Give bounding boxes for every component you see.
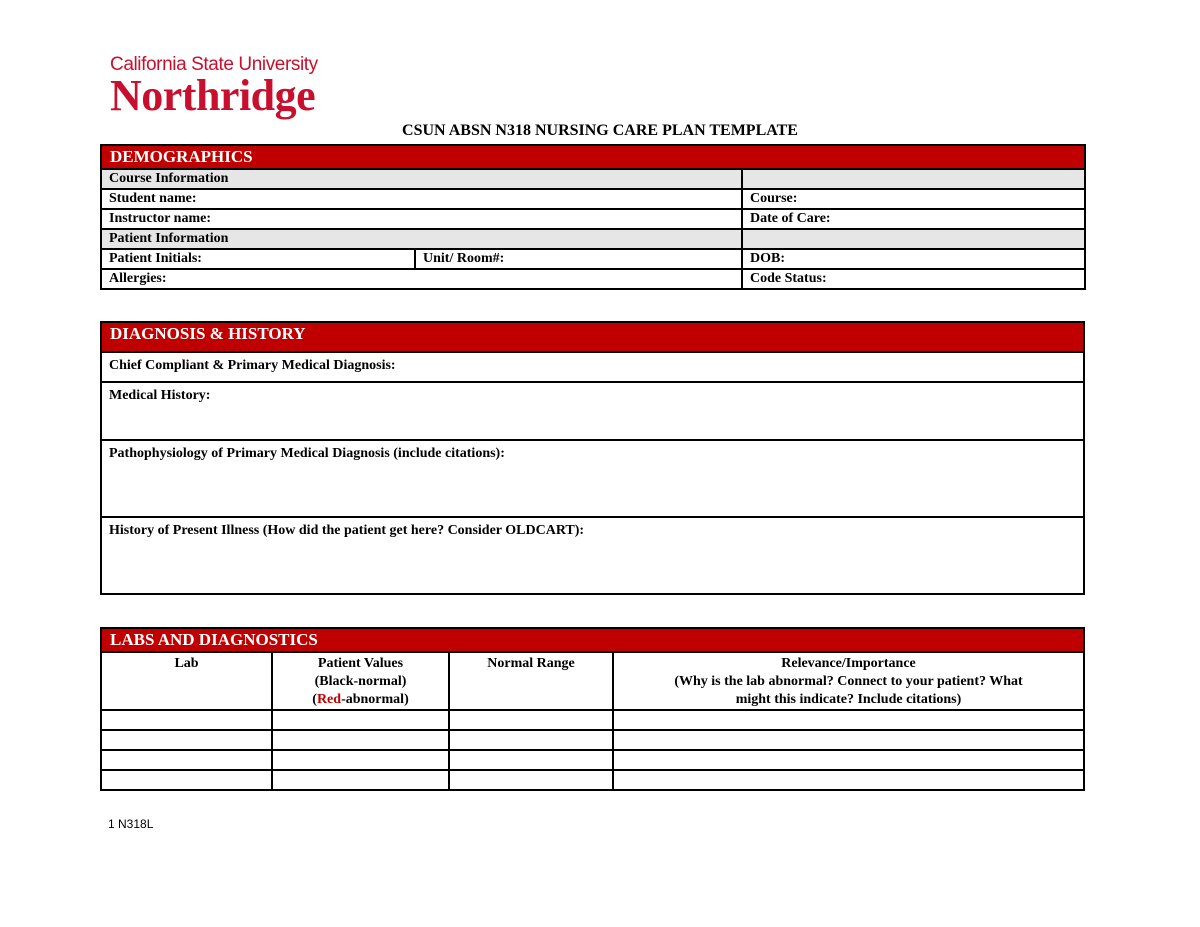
lab-cell[interactable] — [101, 710, 272, 730]
lab-column-header — [101, 652, 272, 710]
dob-field[interactable]: DOB: — [742, 249, 1085, 269]
logo-line-2: Northridge — [110, 71, 316, 120]
patient-information-blank[interactable] — [742, 229, 1085, 249]
relevance-line-2: (Why is the lab abnormal? Connect to your patient? What — [674, 674, 1023, 689]
course-field[interactable]: Course: — [742, 189, 1085, 209]
code-status-field[interactable]: Code Status: — [742, 269, 1085, 289]
student-name-field[interactable]: Student name: — [101, 189, 742, 209]
demographics-table — [100, 144, 1086, 290]
document-title: CSUN ABSN N318 NURSING CARE PLAN TEMPLATE — [402, 122, 798, 139]
logo-line-1: California State University — [110, 54, 318, 75]
normal-range-cell[interactable] — [449, 730, 613, 750]
lab-cell[interactable] — [101, 750, 272, 770]
patient-value-cell[interactable] — [272, 730, 449, 750]
open-paren: ( — [312, 692, 317, 707]
patient-values-line-2: (Black-normal) — [314, 674, 407, 689]
page-footer: 1 N318L — [108, 817, 154, 831]
normal-range-cell[interactable] — [449, 750, 613, 770]
labs-table — [100, 627, 1085, 791]
lab-row — [101, 750, 1084, 770]
patient-information-label: Patient Information — [101, 229, 742, 249]
relevance-cell[interactable] — [613, 770, 1084, 790]
demographics-header: DEMOGRAPHICS — [101, 145, 1085, 169]
csun-logo — [110, 54, 318, 120]
relevance-cell[interactable] — [613, 710, 1084, 730]
present-illness-field[interactable]: History of Present Illness (How did the patient get here? Consider OLDCART): — [101, 517, 1084, 594]
patient-value-cell[interactable] — [272, 750, 449, 770]
patient-value-cell[interactable] — [272, 710, 449, 730]
lab-cell[interactable] — [101, 770, 272, 790]
normal-range-column-header — [449, 652, 613, 710]
course-information-blank[interactable] — [742, 169, 1085, 189]
lab-row — [101, 710, 1084, 730]
normal-range-cell[interactable] — [449, 770, 613, 790]
patient-values-line-1: Patient Values — [317, 656, 404, 671]
date-of-care-field[interactable]: Date of Care: — [742, 209, 1085, 229]
relevance-line-3: might this indicate? Include citations) — [735, 692, 962, 707]
red-word: Red — [316, 692, 342, 707]
normal-range-text: Normal Range — [487, 656, 575, 671]
diagnosis-history-header: DIAGNOSIS & HISTORY — [101, 322, 1084, 352]
relevance-cell[interactable] — [613, 750, 1084, 770]
patient-initials-field[interactable]: Patient Initials: — [101, 249, 415, 269]
course-information-label: Course Information — [101, 169, 742, 189]
medical-history-field[interactable]: Medical History: — [101, 382, 1084, 440]
relevance-line-1: Relevance/Importance — [781, 656, 916, 671]
lab-row — [101, 730, 1084, 750]
relevance-column-header — [613, 652, 1084, 710]
lab-cell[interactable] — [101, 730, 272, 750]
relevance-cell[interactable] — [613, 730, 1084, 750]
patient-value-cell[interactable] — [272, 770, 449, 790]
labs-header: LABS AND DIAGNOSTICS — [101, 628, 1084, 652]
chief-complaint-field[interactable]: Chief Compliant & Primary Medical Diagnosis: — [101, 352, 1084, 382]
instructor-name-field[interactable]: Instructor name: — [101, 209, 742, 229]
patient-values-line-3 — [280, 691, 441, 709]
lab-row — [101, 770, 1084, 790]
lab-header-text: Lab — [174, 656, 199, 671]
abnormal-suffix: -abnormal) — [341, 692, 409, 707]
normal-range-cell[interactable] — [449, 710, 613, 730]
allergies-field[interactable]: Allergies: — [101, 269, 742, 289]
unit-room-field[interactable]: Unit/ Room#: — [415, 249, 742, 269]
patient-values-column-header — [272, 652, 449, 710]
pathophysiology-field[interactable]: Pathophysiology of Primary Medical Diagnosis (include citations): — [101, 440, 1084, 517]
diagnosis-history-table — [100, 321, 1085, 595]
